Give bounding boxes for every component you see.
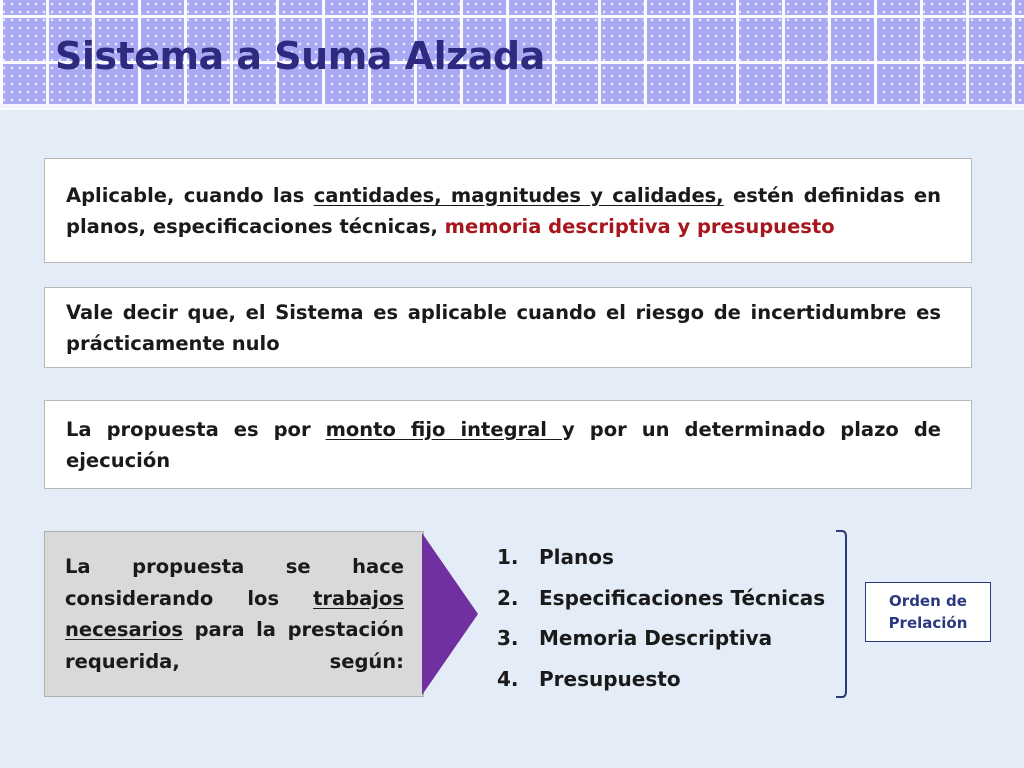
slide-title: Sistema a Suma Alzada (55, 34, 545, 78)
underlined-phrase: trabajos necesarios (65, 586, 404, 641)
list-item: 2. Especificaciones Técnicas (497, 585, 826, 610)
list-item: 4. Presupuesto (497, 666, 681, 691)
list-item: 1. Planos (497, 545, 614, 569)
list-item: 3. Memoria Descriptiva (497, 626, 773, 650)
works-text: La propuesta se hace considerando los trabajos necesarios para la prestación requerida, según: (65, 555, 404, 673)
arrow-right-icon (422, 533, 480, 695)
orden-prelacion-box: Orden de Prelación (865, 582, 991, 642)
proposal-box (44, 400, 972, 489)
document-list (497, 540, 825, 702)
proposal-text: La propuesta es por monto fijo integral y por un determinado plazo de ejecución (66, 417, 942, 472)
works-box (44, 531, 424, 697)
underlined-phrase: cantidades, magnitudes y calidades, (313, 183, 724, 207)
underlined-phrase: monto fijo integral (325, 417, 563, 441)
risk-text: Vale decir que, el Sistema es aplicable cuando el riesgo de incertidumbre es prácticamente nulo (66, 300, 941, 355)
definition-box (44, 158, 972, 263)
definition-text: Aplicable, cuando las cantidades, magnitudes y calidades, estén definidas en planos, especificaciones técnicas, memoria descriptiva y presupuesto (66, 183, 941, 238)
risk-box (44, 287, 972, 368)
highlighted-phrase: memoria descriptiva y presupuesto (444, 214, 835, 238)
right-brace-icon (834, 530, 856, 698)
